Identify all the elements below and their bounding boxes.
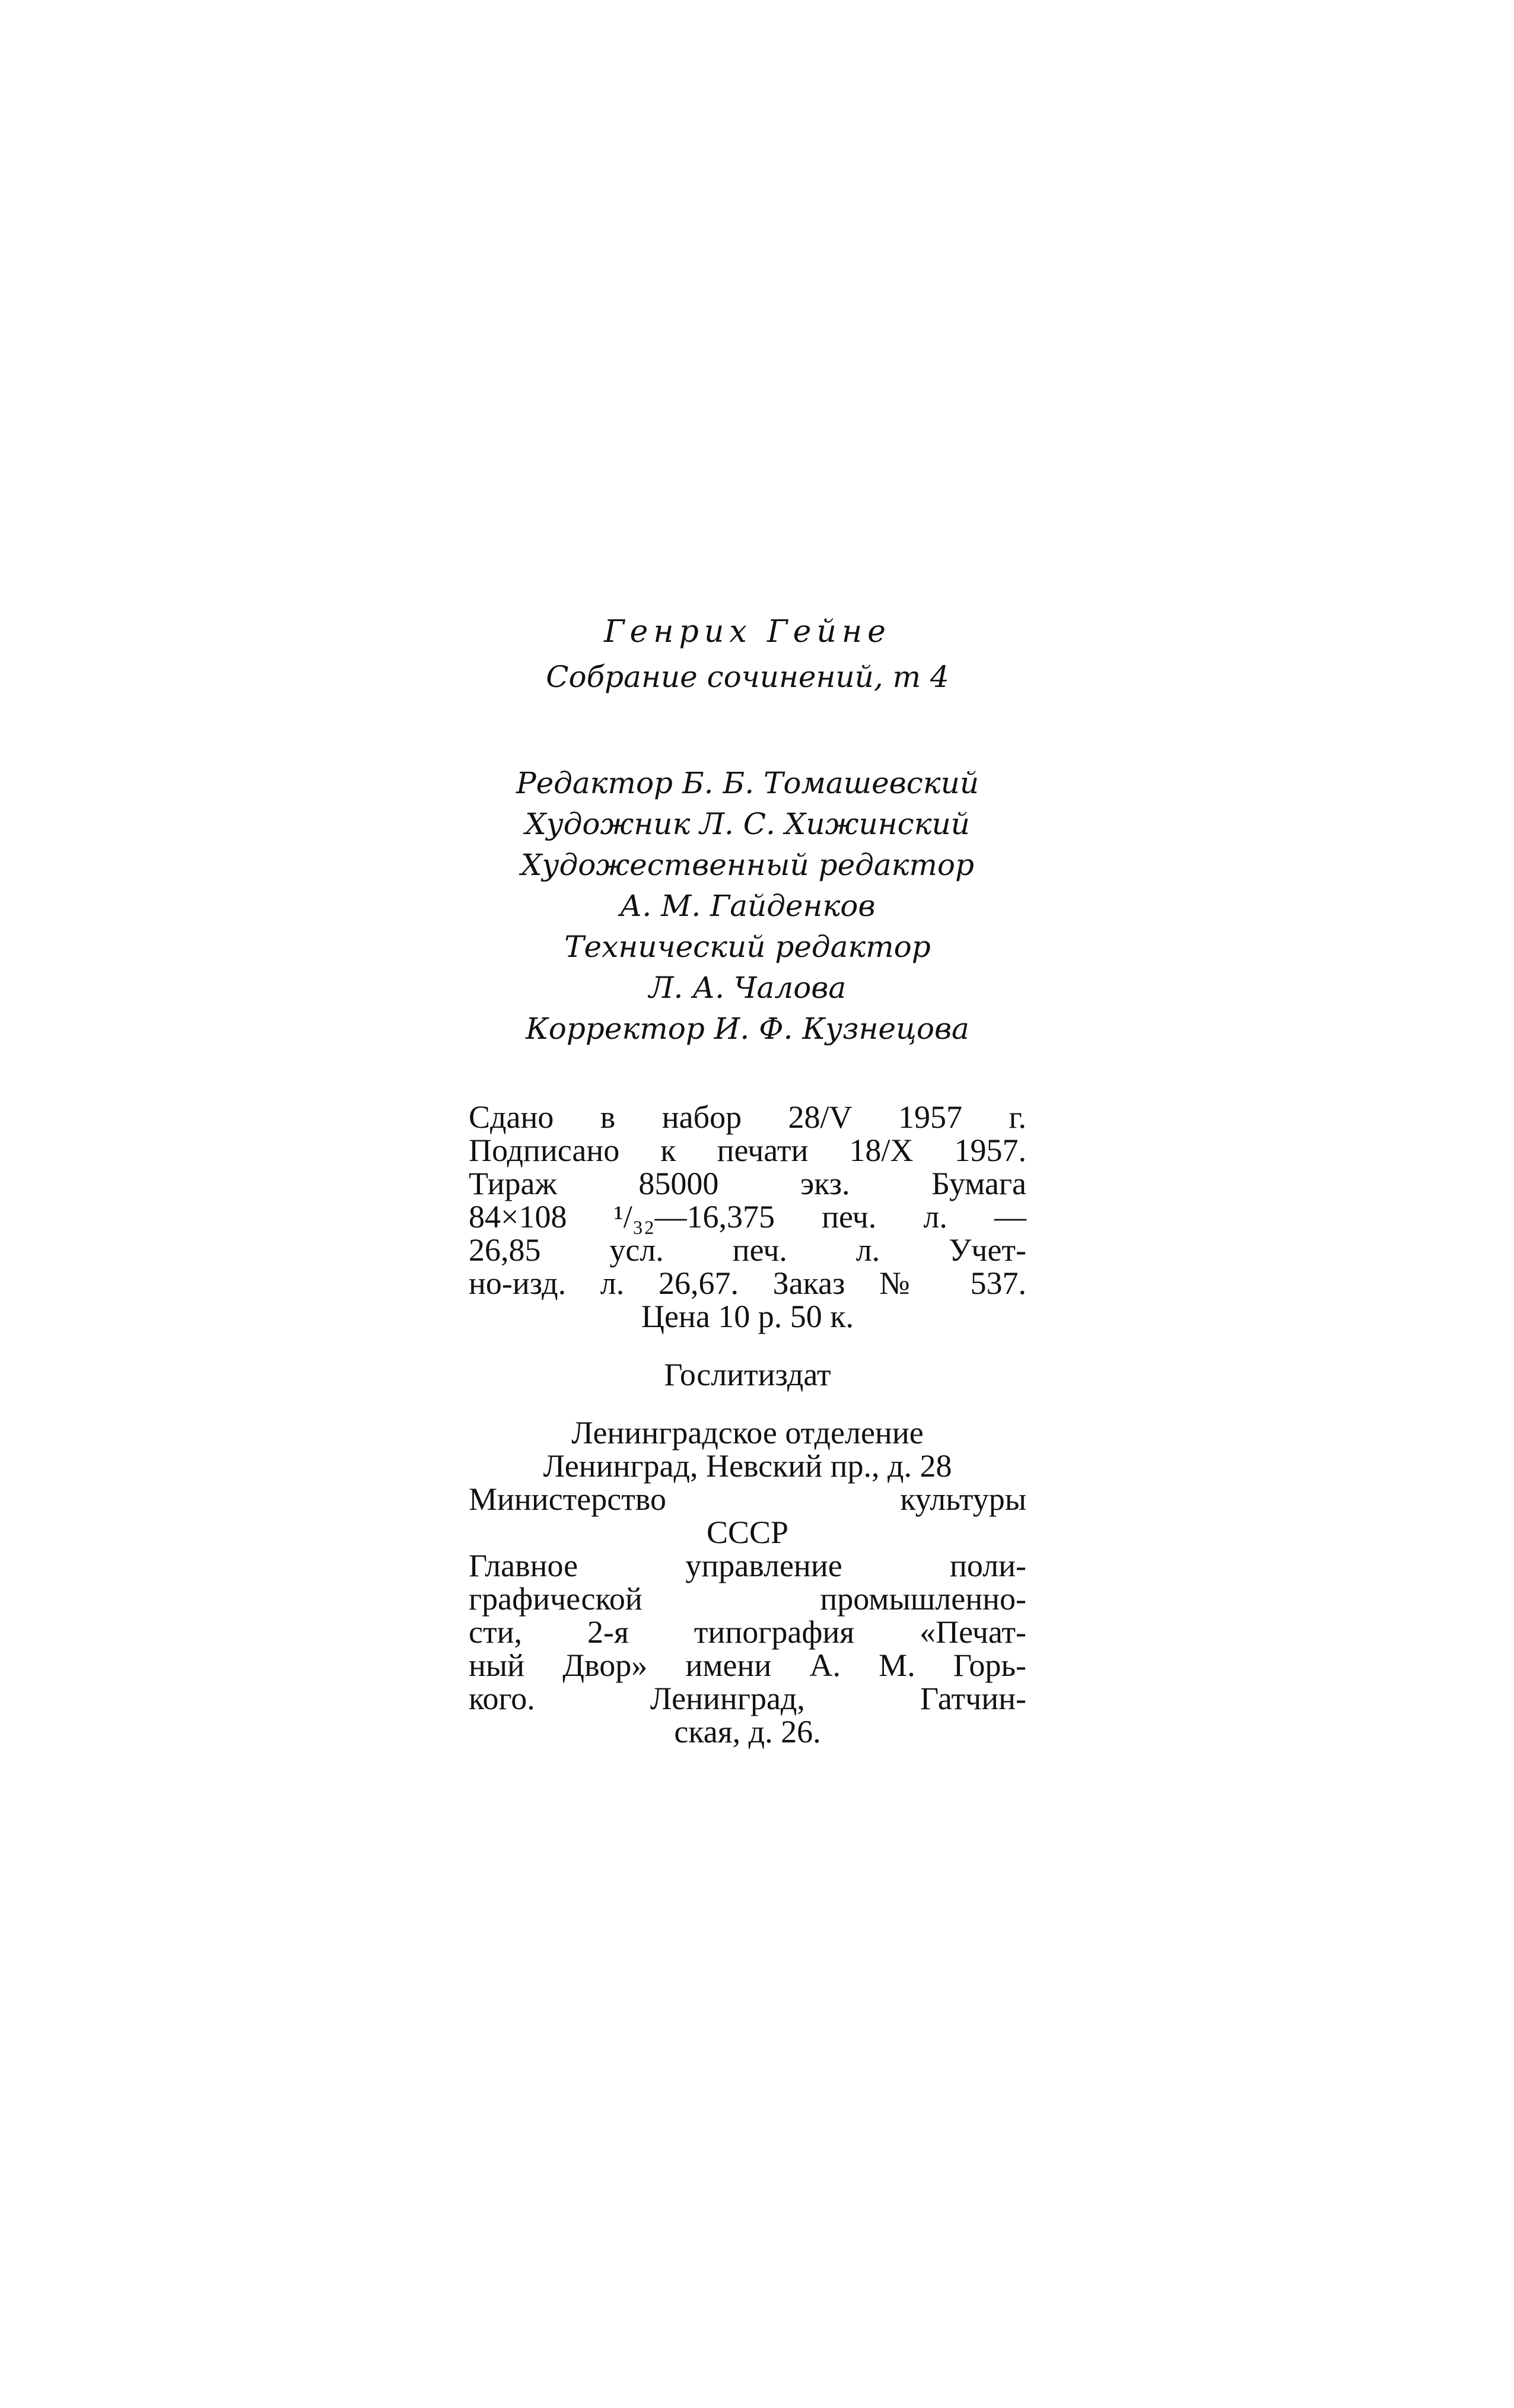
print-info-line: 84×108 ¹/₃₂—16,375 печ. л. — [469,1199,1026,1235]
credit-art-editor-role: Художественный редактор [520,848,975,882]
credit-proofreader: Корректор И. Ф. Кузнецова [526,1011,969,1046]
author-name: Генрих Гейне [604,614,891,650]
printer-line: ный Двор» имени А. М. Горь- [469,1647,1026,1683]
title-block [469,611,1026,698]
print-info-line: Сдано в набор 28/V 1957 г. [469,1099,1026,1135]
credit-artist: Художник Л. С. Хижинский [525,807,970,841]
work-title: Собрание сочинений, т 4 [546,660,949,694]
print-info-line: но-изд. л. 26,67. Заказ № 537. [469,1265,1026,1301]
price: Цена 10 р. 50 к. [641,1299,854,1334]
credits-block [469,763,1026,1049]
ministry-line: Министерство культуры [469,1481,1026,1517]
printer-line: сти, 2-я типография «Печат- [469,1614,1026,1650]
publisher-branch: Ленинградское отделение [571,1415,924,1450]
printer-last-line: ская, д. 26. [674,1714,821,1749]
print-info-line: 26,85 усл. печ. л. Учет- [469,1232,1026,1268]
printer-line: графической промышленно- [469,1581,1026,1617]
credit-art-editor-name: А. М. Гайденков [619,889,876,923]
printer-line: Главное управление поли- [469,1548,1026,1583]
colophon [469,611,1026,1748]
credit-tech-editor-name: Л. А. Чалова [648,971,847,1005]
printer-line: кого. Ленинград, Гатчин- [469,1681,1026,1716]
publisher-name: Гослитиздат [664,1357,831,1392]
credit-editor: Редактор Б. Б. Томашевский [516,766,979,800]
credit-tech-editor-role: Технический редактор [564,930,931,964]
ministry-country: СССР [706,1515,789,1550]
publisher-address: Ленинград, Невский пр., д. 28 [543,1448,952,1484]
print-info-line: Подписано к печати 18/X 1957. [469,1133,1026,1168]
imprint-block [469,1100,1026,1748]
print-info-line: Тираж 85000 экз. Бумага [469,1166,1026,1201]
